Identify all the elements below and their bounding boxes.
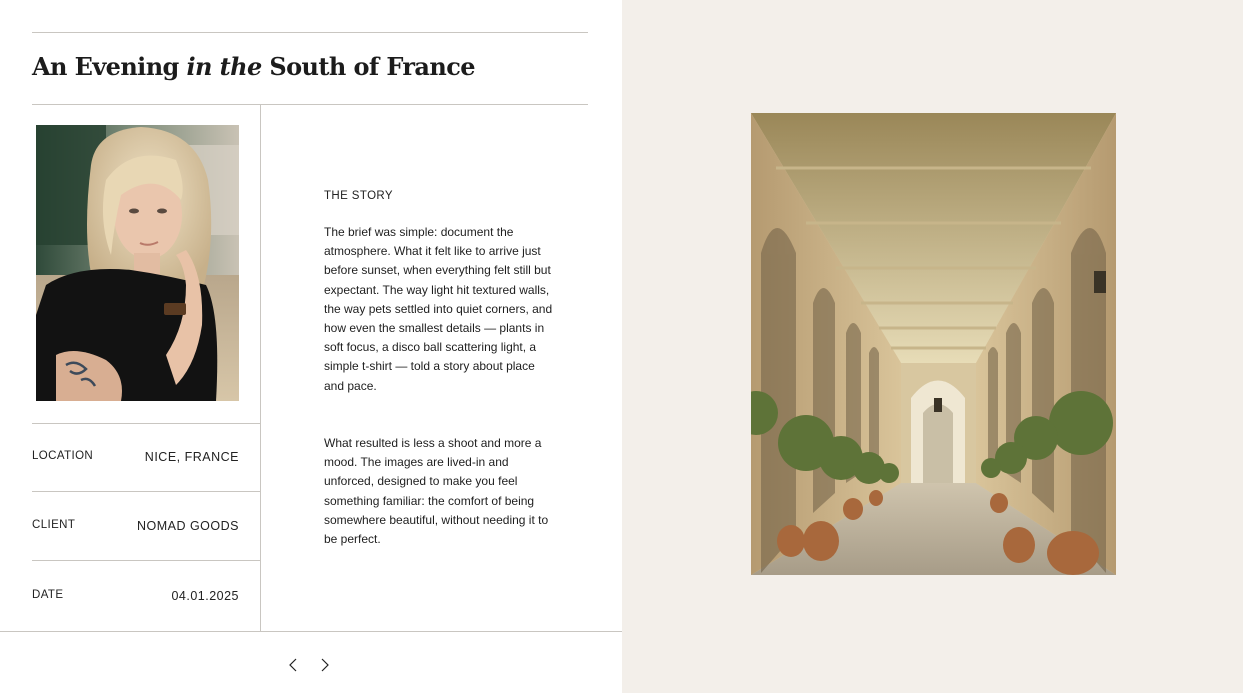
meta-divider-3 <box>32 560 260 561</box>
page-title <box>32 52 475 81</box>
chevron-right-icon <box>315 656 333 674</box>
chevron-left-icon <box>285 656 303 674</box>
title-italic: in the <box>186 52 262 81</box>
title-divider <box>32 104 588 105</box>
prev-button[interactable] <box>285 656 303 674</box>
top-divider <box>32 32 588 33</box>
meta-label-location: LOCATION <box>32 450 94 462</box>
next-button[interactable] <box>315 656 333 674</box>
column-divider <box>260 104 261 631</box>
meta-divider-2 <box>32 491 260 492</box>
title-part-2: South of France <box>261 52 475 81</box>
story-heading: THE STORY <box>324 190 393 202</box>
bottom-divider <box>0 631 622 632</box>
story-paragraph-1: The brief was simple: document the atmosphere. What it felt like to arrive just before sunset, when everything felt still but expectant. The way light hit textured walls, the way pets settled into quiet corners, and how even the smallest details — plants in soft focus, a disco ball scattering light, a simple t-shirt — told a story about place and pace. <box>324 225 553 393</box>
title-part-1: An Evening <box>32 52 187 81</box>
meta-value-client: NOMAD GOODS <box>136 519 239 533</box>
meta-divider-1 <box>32 423 260 424</box>
portrait-photo <box>36 125 239 401</box>
arcade-corridor-photo <box>751 113 1116 575</box>
meta-value-location: NICE, FRANCE <box>144 450 239 464</box>
meta-row-client <box>32 519 239 539</box>
meta-row-date <box>32 589 239 609</box>
meta-label-date: DATE <box>32 589 64 601</box>
meta-label-client: CLIENT <box>32 519 76 531</box>
story-paragraph-2: What resulted is less a shoot and more a mood. The images are lived-in and unforced, designed to make you feel something familiar: the comfort of being somewhere beautiful, without needing it to be perfect. <box>324 436 549 547</box>
meta-value-date: 04.01.2025 <box>171 589 239 603</box>
meta-row-location <box>32 450 239 470</box>
